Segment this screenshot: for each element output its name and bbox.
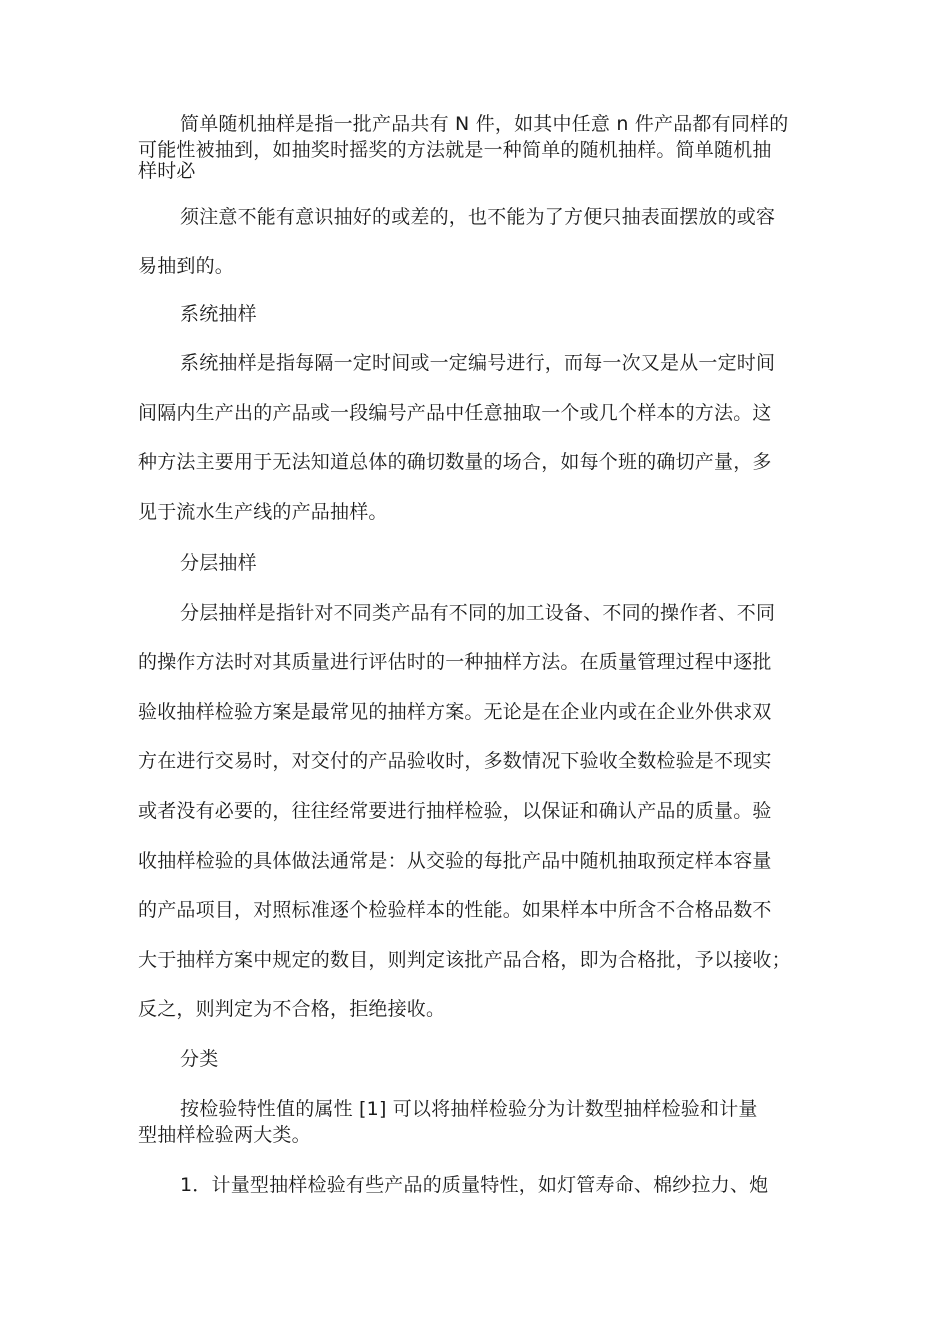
text-line: 简单随机抽样是指一批产品共有 N 件，如其中任意 n 件产品都有同样的 xyxy=(180,113,789,135)
section-heading: 系统抽样 xyxy=(180,303,257,325)
text-line: 易抽到的。 xyxy=(138,255,235,277)
text-line: 见于流水生产线的产品抽样。 xyxy=(138,501,388,523)
text-line: 验收抽样检验方案是最常见的抽样方案。无论是在企业内或在企业外供求双 xyxy=(138,701,772,723)
text-line: 或者没有必要的，往往经常要进行抽样检验，以保证和确认产品的质量。验 xyxy=(138,800,772,822)
text-line: 按检验特性值的属性 [1] 可以将抽样检验分为计数型抽样检验和计量 xyxy=(180,1098,758,1120)
text-line: 大于抽样方案中规定的数目，则判定该批产品合格，即为合格批，予以接收； xyxy=(138,949,791,971)
text-line: 分层抽样是指针对不同类产品有不同的加工设备、不同的操作者、不同 xyxy=(180,602,776,624)
text-line: 反之，则判定为不合格，拒绝接收。 xyxy=(138,998,446,1020)
text-line: 可能性被抽到，如抽奖时摇奖的方法就是一种简单的随机抽样。简单随机抽 xyxy=(138,139,772,161)
text-line: 样时必 xyxy=(138,160,196,182)
text-line: 的产品项目，对照标准逐个检验样本的性能。如果样本中所含不合格品数不 xyxy=(138,899,772,921)
section-heading: 分层抽样 xyxy=(180,552,257,574)
text-line: 收抽样检验的具体做法通常是：从交验的每批产品中随机抽取预定样本容量 xyxy=(138,850,772,872)
text-line: 系统抽样是指每隔一定时间或一定编号进行，而每一次又是从一定时间 xyxy=(180,352,776,374)
section-heading: 分类 xyxy=(180,1048,219,1070)
text-line: 的操作方法时对其质量进行评估时的一种抽样方法。在质量管理过程中逐批 xyxy=(138,651,772,673)
text-line: 型抽样检验两大类。 xyxy=(138,1124,311,1146)
text-line: 1．计量型抽样检验有些产品的质量特性，如灯管寿命、棉纱拉力、炮 xyxy=(180,1174,769,1196)
text-line: 间隔内生产出的产品或一段编号产品中任意抽取一个或几个样本的方法。这 xyxy=(138,402,772,424)
text-line: 种方法主要用于无法知道总体的确切数量的场合，如每个班的确切产量，多 xyxy=(138,451,772,473)
text-line: 须注意不能有意识抽好的或差的，也不能为了方便只抽表面摆放的或容 xyxy=(180,206,776,228)
text-line: 方在进行交易时，对交付的产品验收时，多数情况下验收全数检验是不现实 xyxy=(138,750,772,772)
